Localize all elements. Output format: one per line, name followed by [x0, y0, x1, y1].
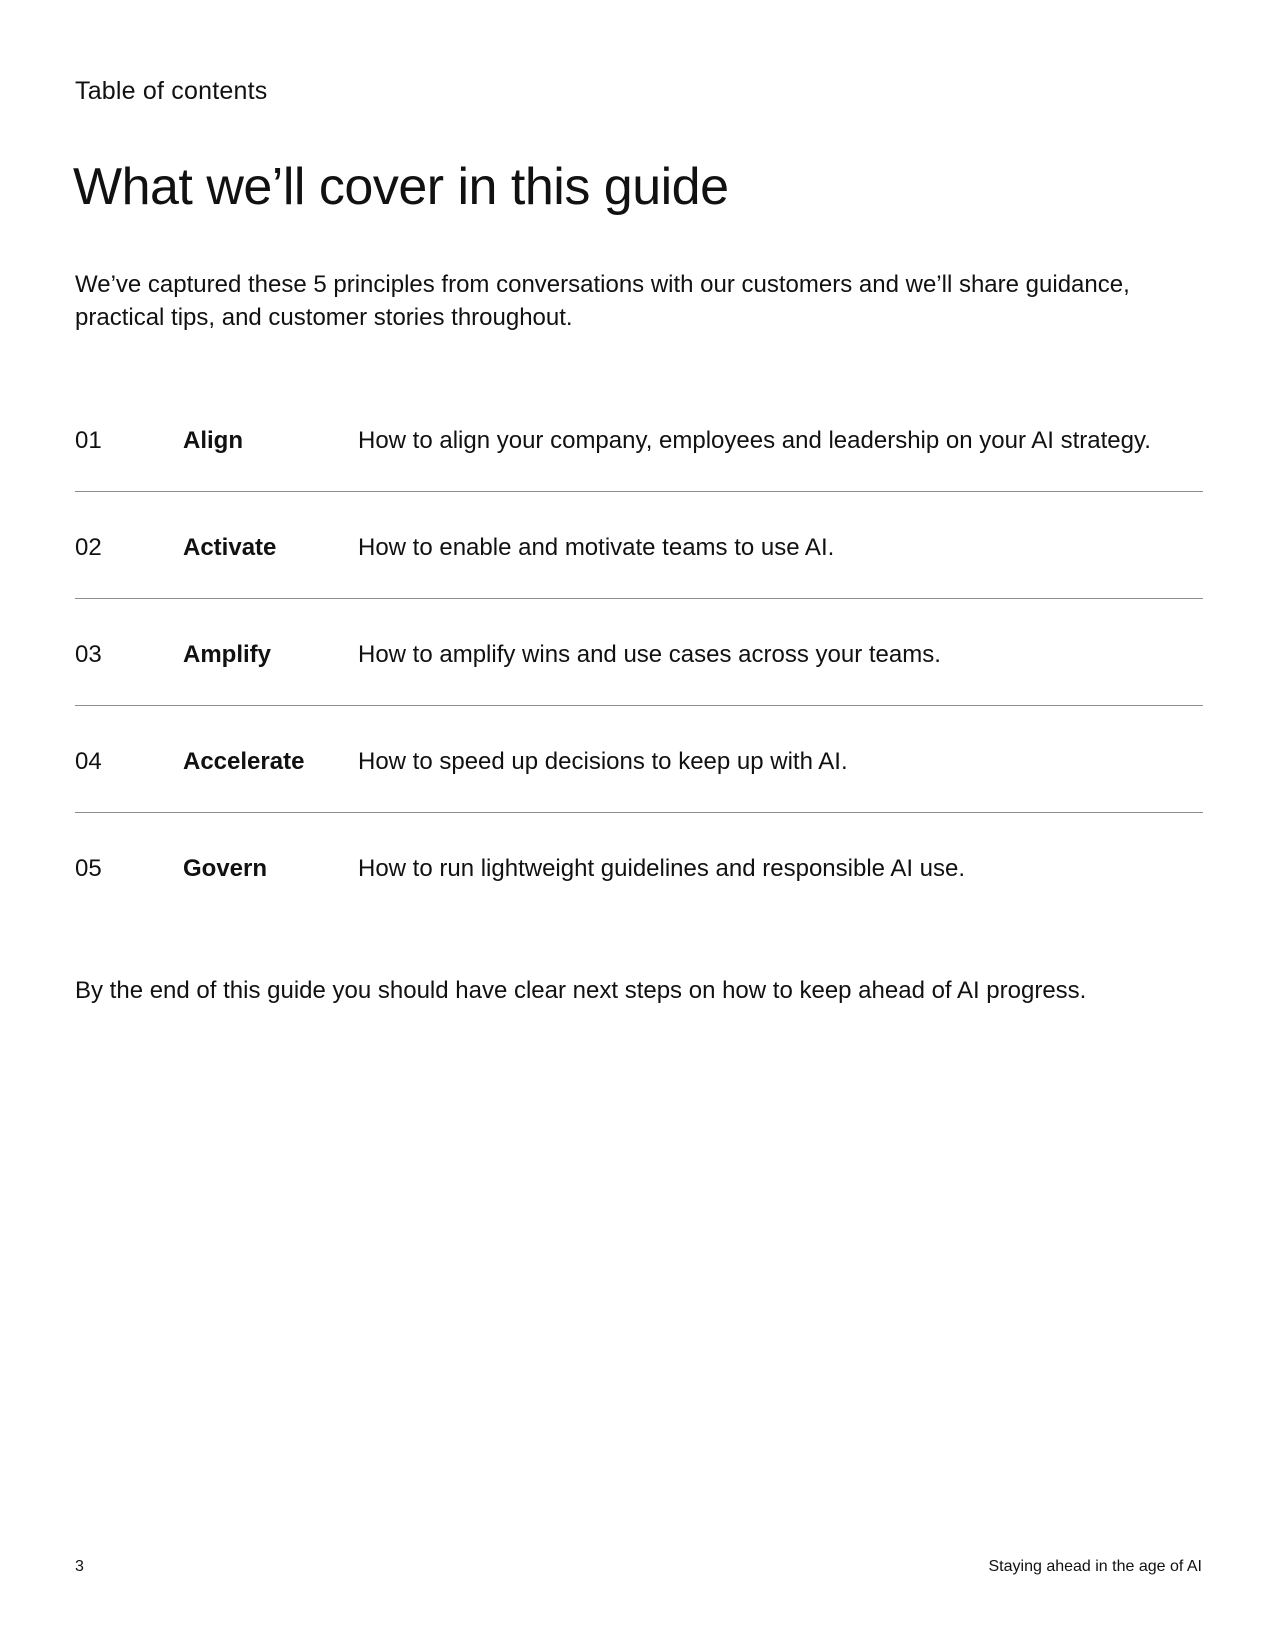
toc-description: How to enable and motivate teams to use AI. — [358, 534, 835, 561]
section-eyebrow: Table of contents — [75, 77, 268, 105]
toc-principle-name: Govern — [183, 855, 268, 882]
toc-principle-name: Activate — [183, 534, 277, 561]
table-of-contents — [75, 385, 1203, 920]
toc-row-accelerate[interactable] — [75, 706, 1203, 813]
page-number: 3 — [75, 1558, 84, 1575]
toc-description: How to speed up decisions to keep up with AI. — [358, 748, 848, 775]
toc-principle-name: Accelerate — [183, 748, 305, 775]
toc-principle-name: Amplify — [183, 641, 272, 668]
toc-description: How to align your company, employees and leadership on your AI strategy. — [358, 427, 1151, 454]
toc-description: How to amplify wins and use cases across your teams. — [358, 641, 941, 668]
closing-paragraph: By the end of this guide you should have clear next steps on how to keep ahead of AI progress. — [75, 977, 1087, 1004]
toc-number: 02 — [75, 534, 102, 561]
toc-description: How to run lightweight guidelines and responsible AI use. — [358, 855, 966, 882]
toc-number: 01 — [75, 427, 102, 454]
toc-number: 04 — [75, 748, 102, 775]
page-title: What we’ll cover in this guide — [73, 158, 729, 216]
toc-row-activate[interactable] — [75, 492, 1203, 599]
toc-row-align[interactable] — [75, 385, 1203, 492]
toc-row-govern[interactable] — [75, 813, 1203, 920]
toc-row-amplify[interactable] — [75, 599, 1203, 706]
toc-number: 03 — [75, 641, 102, 668]
toc-principle-name: Align — [183, 427, 243, 454]
intro-paragraph: We’ve captured these 5 principles from conversations with our customers and we’ll share guidance, practical tips, and customer stories throughout. — [75, 271, 1130, 331]
toc-number: 05 — [75, 855, 102, 882]
footer-document-title: Staying ahead in the age of AI — [988, 1558, 1202, 1575]
